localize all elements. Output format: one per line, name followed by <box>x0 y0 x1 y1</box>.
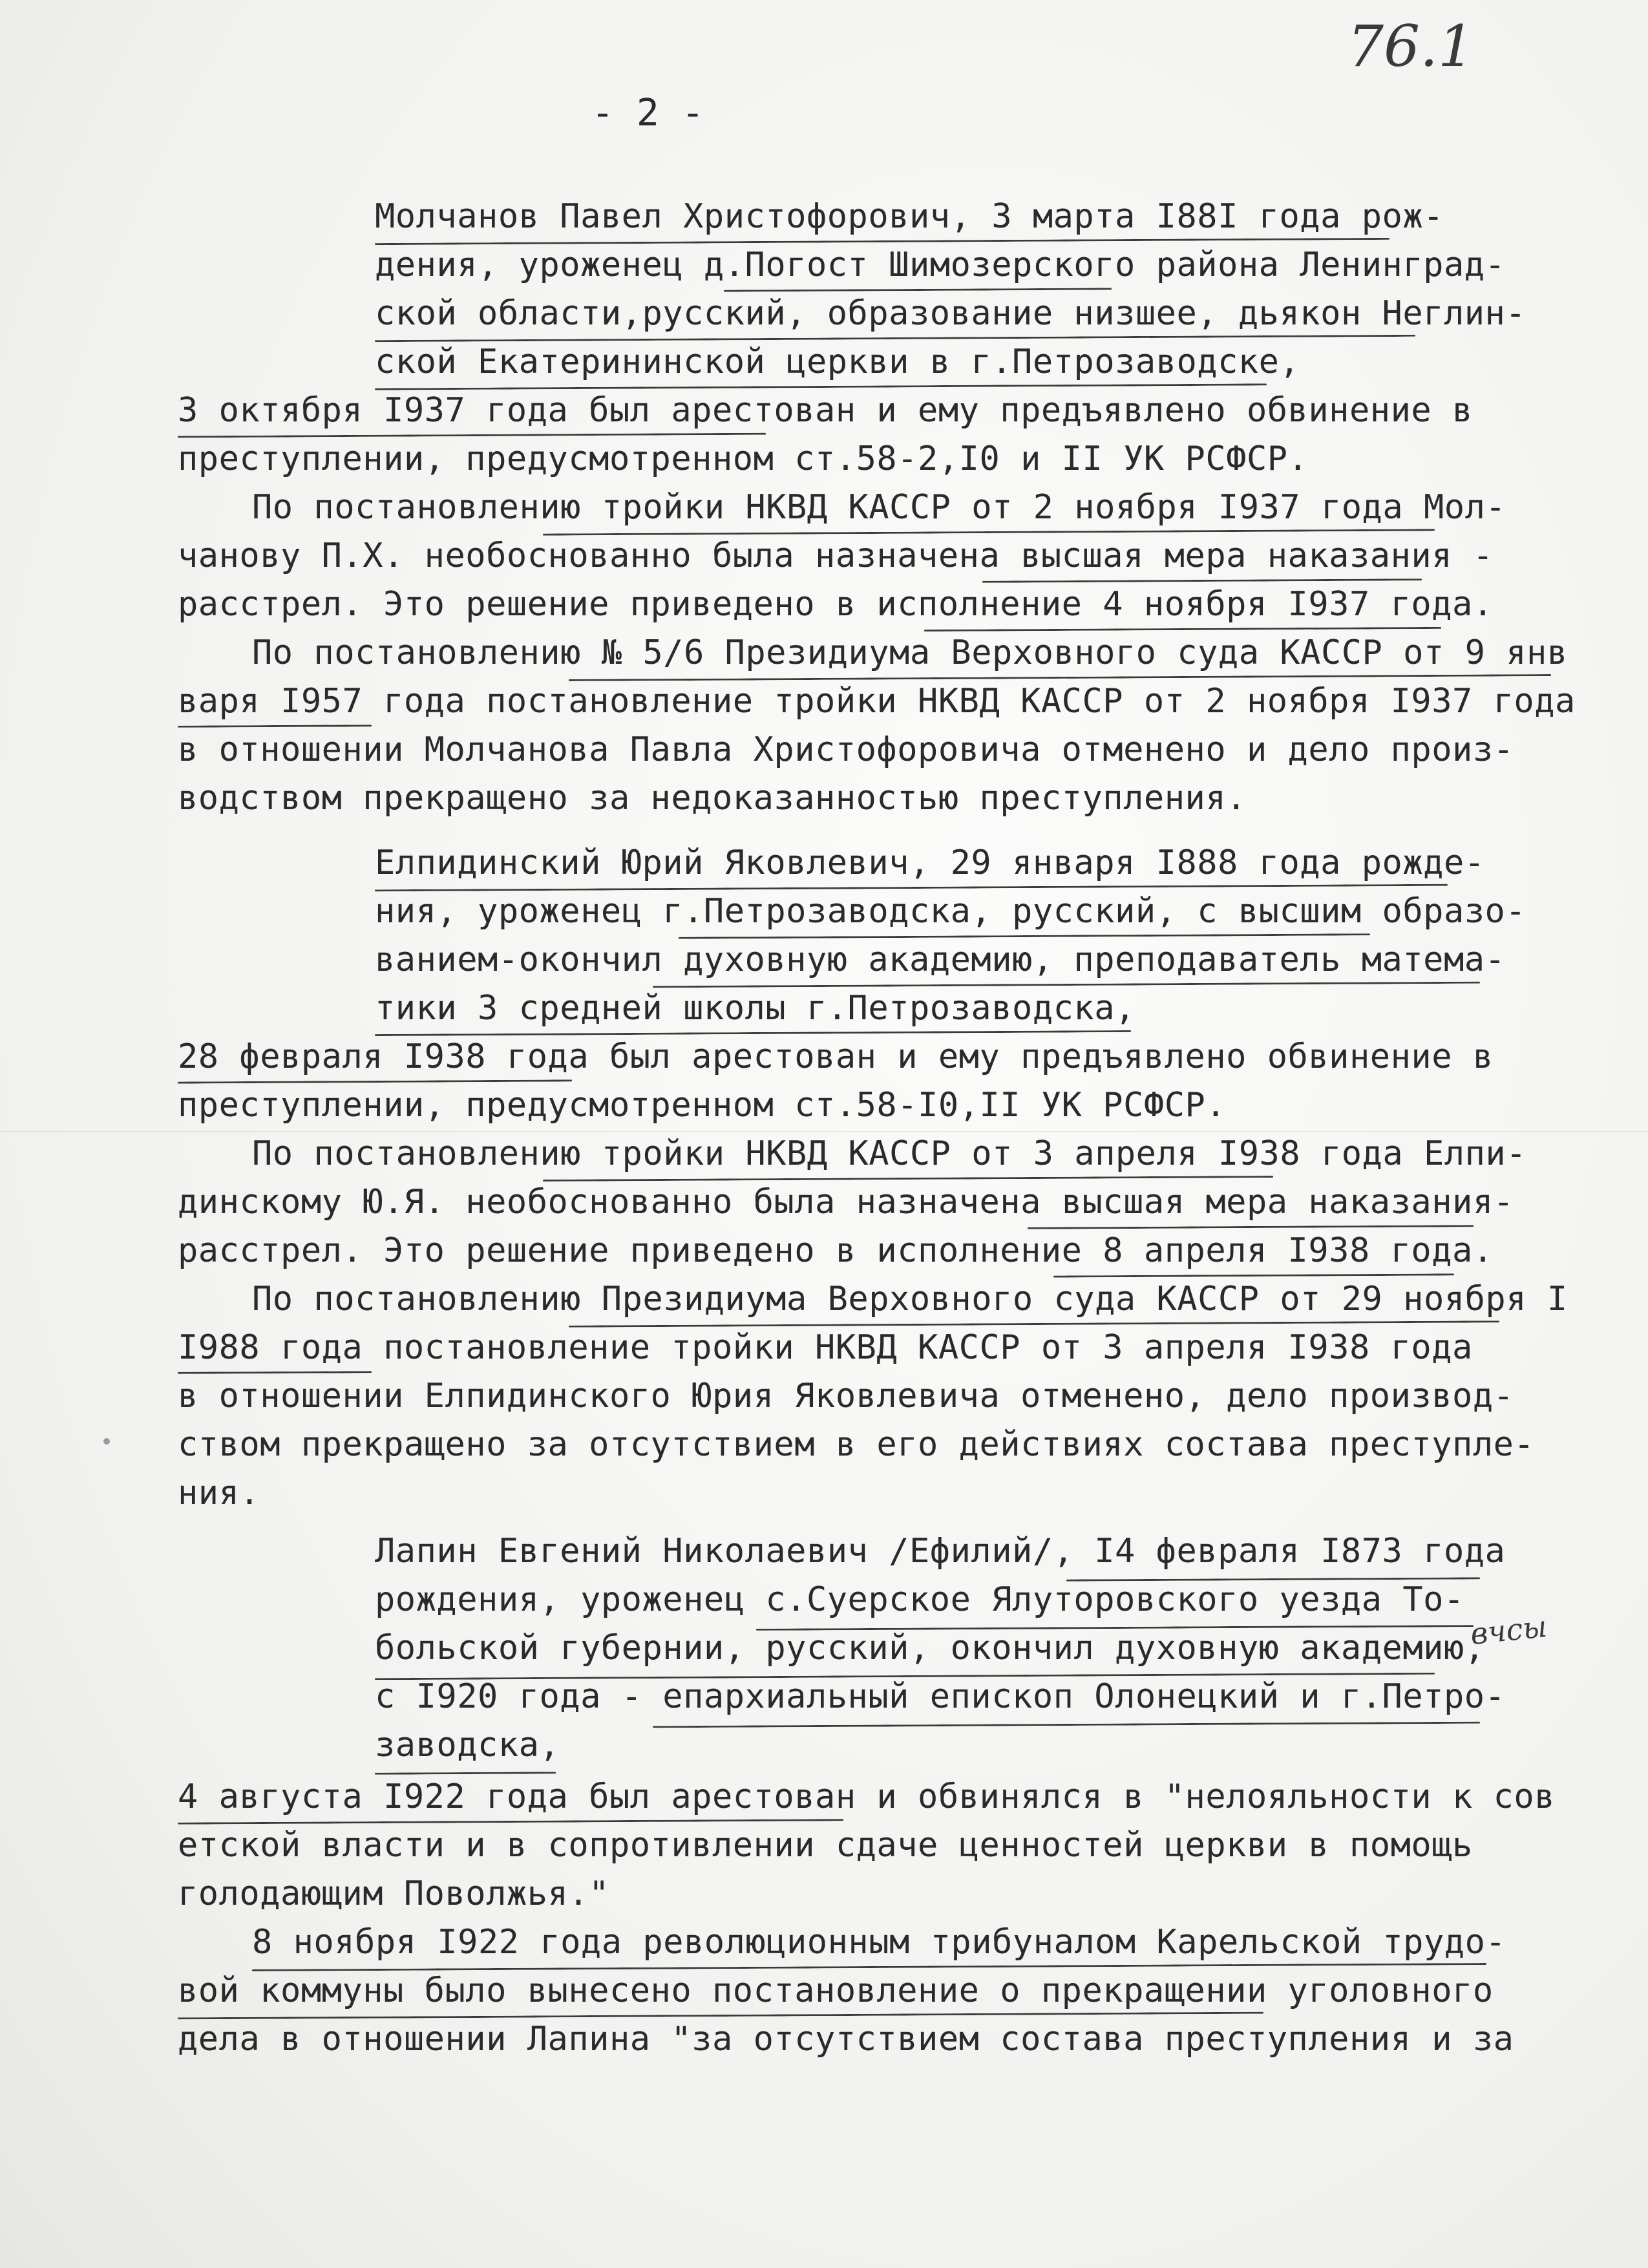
text-line: дения, уроженец д.Погост Шимозерского района Ленинград- <box>375 246 1506 284</box>
pencil-underline <box>252 1963 1486 1971</box>
text-line: дела в отношении Лапина "за отсутствием состава преступления и за <box>178 2020 1514 2059</box>
pencil-underline <box>375 1772 556 1774</box>
pencil-underline <box>543 1176 1273 1182</box>
text-line: преступлении, предусмотренном ст.58-I0,II УК РСФСР. <box>178 1086 1227 1125</box>
page-number: - 2 - <box>591 90 704 134</box>
pencil-underline <box>375 238 1389 245</box>
text-line: заводска, <box>375 1726 560 1765</box>
text-line: ванием-окончил духовную академию, преподаватель матема- <box>375 940 1506 979</box>
pencil-underline <box>1053 1273 1454 1277</box>
pencil-underline <box>178 1079 572 1083</box>
text-line: ния, уроженец г.Петрозаводска, русский, с высшим образо- <box>375 892 1527 931</box>
text-line: етской власти и в сопротивлении сдаче ценностей церкви в помощь <box>178 1826 1473 1865</box>
text-line: Елпидинский Юрий Яковлевич, 29 января I888 года рожде- <box>375 843 1485 882</box>
text-line: По постановлению тройки НКВД КАССР от 3 апреля I938 года Елпи- <box>252 1134 1527 1173</box>
text-line: с I920 года - епархиальный епископ Олонецкий и г.Петро- <box>375 1677 1506 1716</box>
text-line: ством прекращено за отсутствием в его действиях состава преступле- <box>178 1425 1535 1464</box>
pencil-underline <box>1028 1225 1474 1229</box>
punch-mark <box>103 1438 110 1445</box>
text-line: 4 августа I922 года был арестован и обвинялся в "нелояльности к сов <box>178 1777 1556 1816</box>
text-line: динскому Ю.Я. необоснованно была назначена высшая мера наказания- <box>178 1183 1514 1222</box>
pencil-underline <box>924 627 1441 631</box>
archive-mark: 76.1 <box>1347 13 1474 79</box>
text-line: вой коммуны было вынесено постановление о прекращении уголовного <box>178 1971 1494 2010</box>
pencil-underline <box>569 1320 1499 1328</box>
margin-note: вчсы <box>1468 1608 1549 1652</box>
pencil-underline <box>679 933 1370 939</box>
pencil-underline <box>653 982 1480 988</box>
text-line: расстрел. Это решение приведено в исполнение 8 апреля I938 года. <box>178 1231 1494 1270</box>
pencil-underline <box>178 1819 843 1824</box>
pencil-underline <box>375 1030 1131 1036</box>
text-line: преступлении, предусмотренном ст.58-2,I0 и II УК РСФСР. <box>178 440 1309 478</box>
text-line: тики 3 средней школы г.Петрозаводска, <box>375 989 1136 1028</box>
text-line: водством прекращено за недоказанностью преступления. <box>178 779 1247 818</box>
text-line: 3 октября I937 года был арестован и ему предъявлено обвинение в <box>178 391 1473 430</box>
text-line: ской Екатерининской церкви в г.Петрозаводске, <box>375 343 1300 381</box>
pencil-underline <box>653 1722 1480 1728</box>
pencil-underline <box>178 725 372 728</box>
text-line: в отношении Молчанова Павла Христофоровича отменено и дело произ- <box>178 730 1514 769</box>
paper-fold <box>0 1131 1648 1132</box>
pencil-underline <box>178 2012 1263 2020</box>
pencil-underline <box>178 1371 372 1374</box>
pencil-underline <box>543 529 1435 535</box>
text-line: чанову П.Х. необоснованно была назначена высшая мера наказания - <box>178 536 1494 575</box>
text-line: 8 ноября I922 года революционным трибуналом Карельской трудо- <box>252 1923 1506 1962</box>
text-line: По постановлению № 5/6 Президиума Верховного суда КАССР от 9 янв <box>252 633 1568 672</box>
text-line: в отношении Елпидинского Юрия Яковлевича отменено, дело производ- <box>178 1377 1514 1415</box>
text-line: I988 года постановление тройки НКВД КАССР от 3 апреля I938 года <box>178 1328 1473 1367</box>
text-line: варя I957 года постановление тройки НКВД КАССР от 2 ноября I937 года <box>178 682 1576 721</box>
text-line: По постановлению тройки НКВД КАССР от 2 ноября I937 года Мол- <box>252 488 1506 527</box>
pencil-underline <box>375 383 1267 390</box>
text-line: 28 февраля I938 года был арестован и ему предъявлено обвинение в <box>178 1037 1494 1076</box>
text-line: ской области,русский, образование низшее, дьякон Неглин- <box>375 294 1527 333</box>
text-line: Лапин Евгений Николаевич /Ефилий/, I4 февраля I873 года <box>375 1532 1506 1571</box>
text-line: ния. <box>178 1474 260 1512</box>
text-line: голодающим Поволжья." <box>178 1874 609 1913</box>
pencil-underline <box>375 335 1415 342</box>
text-line: расстрел. Это решение приведено в исполнение 4 ноября I937 года. <box>178 585 1494 624</box>
pencil-underline <box>982 578 1422 583</box>
pencil-underline <box>724 288 1112 291</box>
pencil-underline <box>375 884 1448 892</box>
text-line: Молчанов Павел Христофорович, 3 марта I88I года рож- <box>375 197 1444 236</box>
text-line: рождения, уроженец с.Суерское Ялуторовского уезда То- <box>375 1580 1464 1619</box>
pencil-underline <box>569 674 1551 681</box>
text-line: больской губернии, русский, окончил духовную академию, <box>375 1629 1485 1668</box>
text-line: По постановлению Президиума Верховного суда КАССР от 29 ноября I <box>252 1280 1568 1319</box>
pencil-underline <box>178 433 766 438</box>
